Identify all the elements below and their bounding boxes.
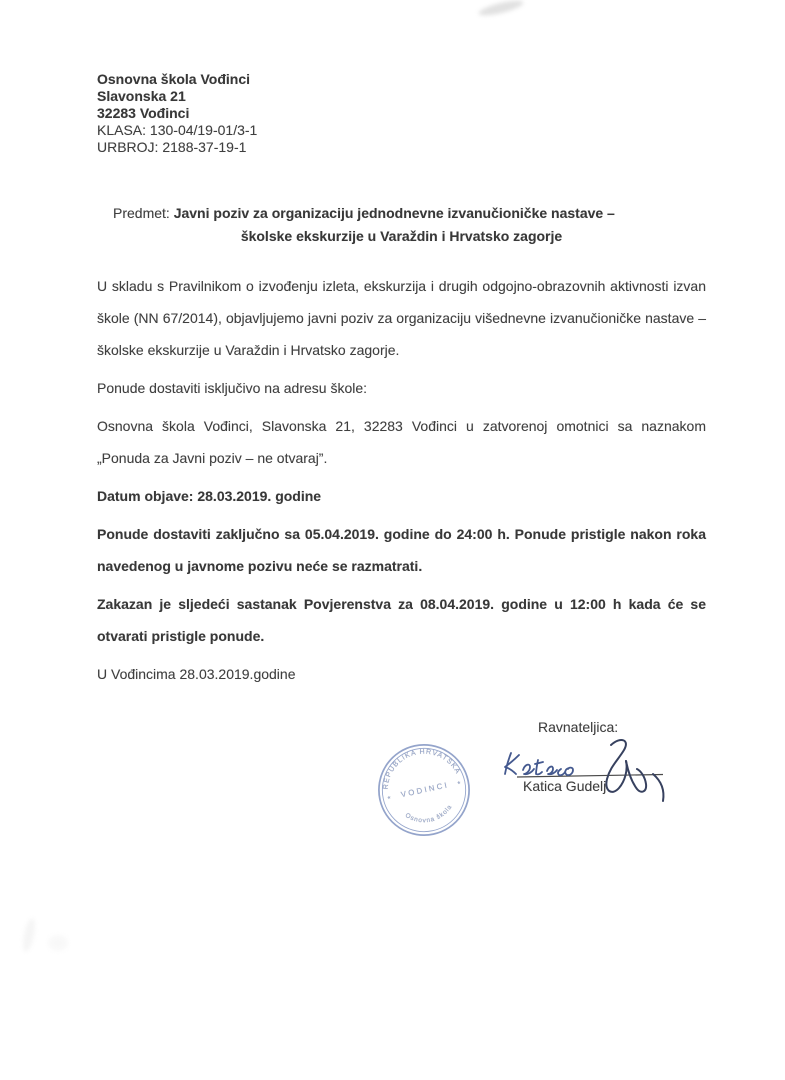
signature-block <box>495 719 695 819</box>
subject-line-2: školske ekskurzije u Varaždin i Hrvatsko zagorje <box>240 228 563 244</box>
subject-text: Javni poziv za organizaciju jednodnevne izvanučioničke nastave – <box>173 205 615 221</box>
urbroj-number: URBROJ: 2188-37-19-1 <box>97 139 247 155</box>
postal-city: 32283 Vođinci <box>97 105 190 121</box>
paragraph-delivery-note: Ponude dostaviti isključivo na adresu škole: <box>97 380 368 396</box>
street-address: Slavonska 21 <box>97 88 186 104</box>
paragraph-address: Osnovna škola Vođinci, Slavonska 21, 32283 Vođinci u zatvorenoj omotnici sa naznakom „Ponuda za Javni poziv – ne otvaraj”. <box>97 418 706 466</box>
subject-block <box>97 202 706 248</box>
signature-flourish-stroke <box>606 740 663 801</box>
subject-label: Predmet: <box>113 205 170 221</box>
paragraph-intro: U skladu s Pravilnikom o izvođenju izleta, ekskurzija i drugih odgojno-obrazovnih aktivnosti izvan škole (NN 67/2014), objavljujemo javni poziv za organizaciju višednevne izvanučioničke nastave – školske ekskurzije u Varaždin i Hrvatsko zagorje. <box>97 278 706 358</box>
scan-artifact-smudge <box>48 935 68 951</box>
paragraph-deadline: Ponude dostaviti zaključno sa 05.04.2019. godine do 24:00 h. Ponude pristigle nakon roka navedenog u javnome pozivu neće se razmatrati. <box>97 526 706 574</box>
stamp-top-arc-text: REPUBLIKA HRVATSKA <box>382 748 462 790</box>
scan-artifact-smudge <box>21 917 38 952</box>
stamp-bottom-arc-text: Osnovna škola <box>403 803 454 825</box>
klasa-number: KLASA: 130-04/19-01/3-1 <box>97 122 258 138</box>
subject-line-1 <box>97 202 706 225</box>
signatory-name: Katica Gudelj <box>523 778 607 794</box>
stamp-right-star: * <box>456 779 462 789</box>
signatory-role: Ravnateljica: <box>538 719 619 735</box>
scan-artifact-smudge <box>477 0 524 18</box>
paragraph-meeting: Zakazan je sljedeći sastanak Povjerenstva za 08.04.2019. godine u 12:00 h kada će se otvarati pristigle ponude. <box>97 596 706 644</box>
paragraph-publish-date: Datum objave: 28.03.2019. godine <box>97 488 322 504</box>
sender-block <box>97 71 706 156</box>
signature-first-name-stroke <box>505 753 573 775</box>
official-stamp <box>375 741 473 839</box>
letter-body <box>97 71 706 696</box>
paragraph-place-date: U Vođincima 28.03.2019.godine <box>97 666 296 682</box>
handwritten-signature <box>495 733 690 811</box>
stamp-center-text: VODINCI <box>400 780 450 800</box>
school-name: Osnovna škola Vođinci <box>97 71 251 87</box>
stamp-left-star: * <box>386 794 392 804</box>
